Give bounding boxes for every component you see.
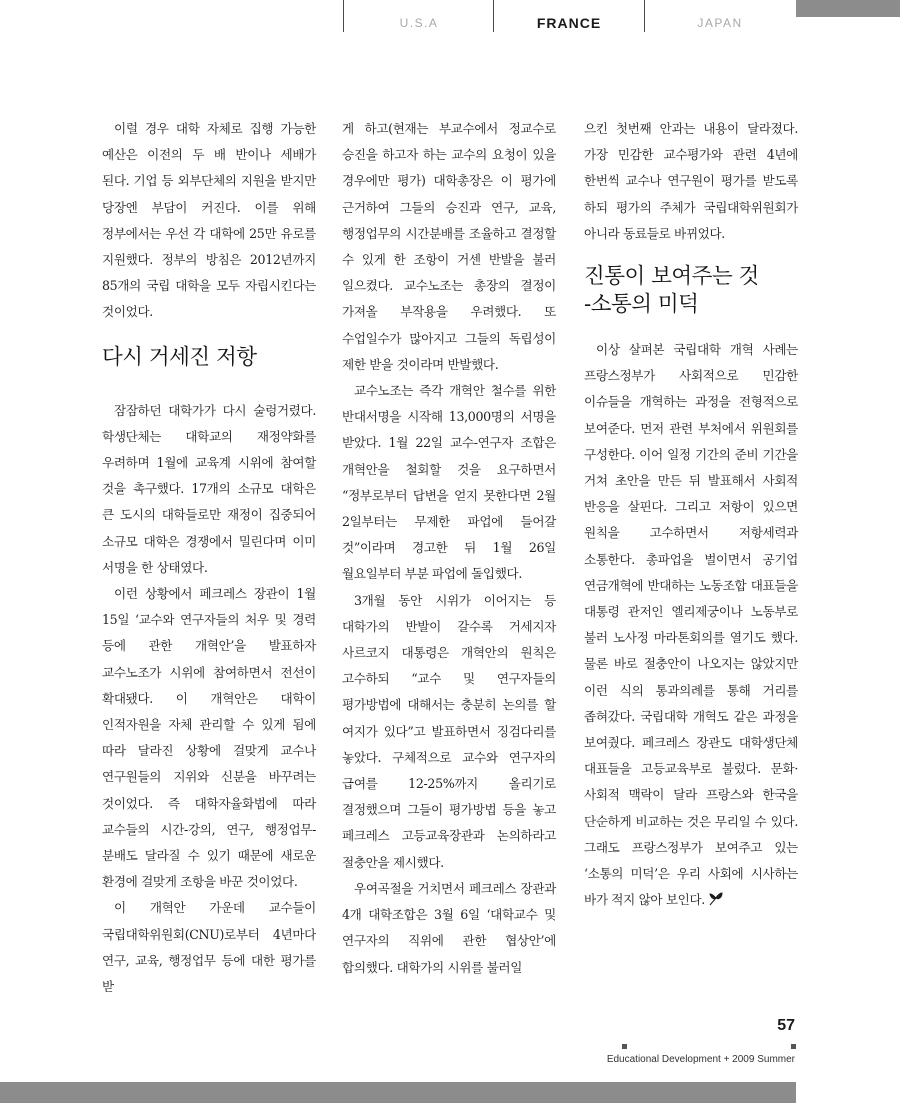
section-heading-line-2: -소통의 미덕 — [584, 292, 699, 318]
footer-grey-bar — [0, 1082, 796, 1103]
tab-usa[interactable]: U.S.A — [343, 0, 494, 32]
paragraph-text: 이상 살펴본 국립대학 개혁 사례는 프랑스정부가 사회적으로 민감한 이슈들을 개혁하는 과정을 전형적으로 보여준다. 먼저 관련 부처에서 위원회를 구성한다. 이어 일정 기간의 준비 기간을 거쳐 초안을 만든 뒤 발표해서 사회적 반응을 살핀다. 그리고 저항이 있으면 원칙을 고수하면서 저항세력과 소통한다. 총파업을 벌이면서 공기업 연금개혁에 반대하는 노동조합 대표들을 대통령 관저인 엘리제궁이나 노동부로 불러 노사정 마라톤회의를 열기도 했다. 물론 바로 절충안이 나오지는 않았지만 이런 식의 통과의례를 통해 거리를 좁혀갔다. 국립대학 개혁도 같은 과정을 보여줬다. 페크레스 장관도 대학생단체 대표들을 고등교육부로 불렀다. 문화·사회적 맥락이 달라 프랑스와 한국을 단순하게 비교하는 것은 무리일 수 있다. 그래도 프랑스정부가 보여주고 있는 ‘소통의 미덕’은 우리 사회에 시사하는 바가 적지 않아 보인다. — [584, 342, 798, 908]
tab-france[interactable]: FRANCE — [493, 0, 644, 32]
header-grey-block — [796, 0, 900, 17]
paragraph: 이 개혁안 가운데 교수들이 국립대학위원회(CNU)로부터 4년마다 연구, 교육, 행정업무 등에 대한 평가를 받 — [102, 900, 316, 995]
paragraph: 교수노조는 즉각 개혁안 철수를 위한 반대서명을 시작해 13,000명의 서명을 받았다. 1월 22일 교수-연구자 조합은 개혁안을 철회할 것을 요구하면서 “정부로부터 답변을 얻지 못한다면 2월 2일부터는 무제한 파업에 들어갈 것”이라며 경고한 뒤 1월 26일 월요일부터 부분 파업에 돌입했다. — [342, 383, 556, 582]
paragraph: 우여곡절을 거치면서 페크레스 장관과 4개 대학조합은 3월 6일 ‘대학교수 및 연구자의 직위에 관한 협상안’에 합의했다. 대학가의 시위를 불러일 — [342, 880, 556, 975]
page-number: 57 — [777, 1017, 795, 1034]
publication-line: Educational Development + 2009 Summer — [606, 1054, 795, 1065]
section-heading — [584, 263, 798, 319]
footer-square-icon — [622, 1044, 627, 1049]
section-heading: 다시 거세진 저항 — [102, 344, 257, 370]
paragraph: 3개월 동안 시위가 이어지는 등 대학가의 반발이 갈수록 거세지자 사르코지 대통령은 개혁안의 원칙은 고수하되 “교수 및 연구자들의 평가방법에 대해서는 충분히 논의를 할 여지가 있다”고 발표하면서 징검다리를 놓았다. 구체적으로 교수와 연구자의 급여를 12-25%까지 올리기로 결정했으며 그들이 평가방법 등을 놓고 페크레스 고등교육장관과 논의하라고 절충안을 제시했다. — [342, 592, 556, 870]
article-column-3 — [584, 116, 798, 913]
paragraph: 이럴 경우 대학 자체로 집행 가능한 예산은 이전의 두 배 반이나 세배가 된다. 기업 등 외부단체의 지원을 받지만 당장엔 부담이 커진다. 이를 위해 정부에서는 우선 각 대학에 25만 유로를 지원했다. 정부의 방침은 2012년까지 85개의 국립 대학을 모두 자립시킨다는 것이었다. — [102, 121, 316, 320]
paragraph: 으킨 첫번째 안과는 내용이 달라졌다. 가장 민감한 교수평가와 관련 4년에 한번씩 교수나 연구원이 평가를 받도록 하되 평가의 주체가 국립대학위원회가 아니라 동료들로 바뀌었다. — [584, 121, 798, 241]
country-tab-bar — [343, 0, 796, 32]
tab-japan[interactable]: JAPAN — [644, 0, 795, 32]
paragraph: 이런 상황에서 페크레스 장관이 1월 15일 ‘교수와 연구자들의 처우 및 경력 등에 관한 개혁안’을 발표하자 교수노조가 시위에 참여하면서 전선이 확대됐다. 이 개혁안은 대학이 인적자원을 자체 관리할 수 있게 됨에 따라 달라진 상황에 걸맞게 교수나 연구원들의 지위와 신분을 바꾸려는 것이었다. 즉 대학자율화법에 따라 교수들의 시간-강의, 연구, 행정업무- 분배도 달라질 수 있기 때문에 새로운 환경에 걸맞게 조항을 바꾼 것이었다. — [102, 586, 316, 890]
article-column-2 — [342, 116, 556, 981]
article-column-1 — [102, 116, 316, 1000]
paragraph-final — [584, 337, 798, 913]
footer-square-icon — [791, 1044, 796, 1049]
paragraph: 잠잠하던 대학가가 다시 술렁거렸다. 학생단체는 대학교의 재정약화를 우려하며 1월에 교육계 시위에 참여할 것을 촉구했다. 17개의 소규모 대학은 큰 도시의 대학들로만 재정이 집중되어 소규모 대학은 경쟁에서 밀린다며 이미 서명을 한 상태였다. — [102, 402, 316, 575]
section-heading-line-1: 진통이 보여주는 것 — [584, 264, 759, 290]
leaf-end-mark-icon — [709, 892, 723, 906]
paragraph: 게 하고(현재는 부교수에서 정교수로 승진을 하고자 하는 교수의 요청이 있을 경우에만 평가) 대학총장은 이 평가에 근거하여 그들의 승진과 연구, 교육, 행정업무의 시간분배를 조율하고 결정할 수 있게 한 조항이 거센 반발을 불러 일으켰다. 교수노조는 총장의 결정이 가져올 부작용을 우려했다. 또 수업일수가 많아지고 그들의 독립성이 제한 받을 것이라며 반발했다. — [342, 121, 556, 372]
